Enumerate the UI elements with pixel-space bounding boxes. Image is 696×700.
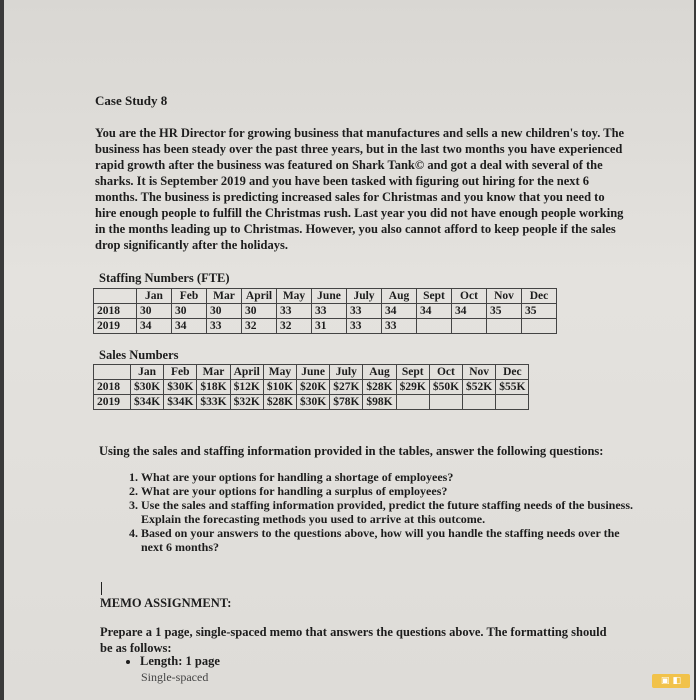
value-cell: 33 (347, 319, 382, 334)
value-cell: $55K (496, 380, 529, 395)
watermark-badge: ▣ ◧ (652, 674, 690, 688)
cut-off-format-item: Single-spaced (141, 670, 209, 684)
month-header-cell: Oct (429, 365, 462, 380)
text-cursor (101, 582, 102, 595)
month-header-cell: July (347, 289, 382, 304)
value-cell: $33K (197, 395, 230, 410)
value-cell: 33 (277, 304, 312, 319)
value-cell (463, 395, 496, 410)
value-cell: $30K (164, 380, 197, 395)
memo-heading: MEMO ASSIGNMENT: (100, 596, 232, 610)
document-page (4, 0, 694, 700)
questions-list (117, 470, 641, 554)
value-cell: 30 (172, 304, 207, 319)
month-header-cell: June (297, 365, 330, 380)
value-cell: $30K (131, 380, 164, 395)
value-cell: 33 (347, 304, 382, 319)
value-cell: 30 (137, 304, 172, 319)
value-cell (522, 319, 557, 334)
month-header-cell: Aug (363, 365, 396, 380)
month-header-cell: May (263, 365, 296, 380)
value-cell: $27K (330, 380, 363, 395)
value-cell: 33 (312, 304, 347, 319)
question-item: 3. Use the sales and staffing information provided, predict the future staffing needs of the business. Explain the forecasting methods you used to arrive at this outcome. (141, 498, 641, 526)
month-header-cell: Dec (522, 289, 557, 304)
format-item: • Length: 1 page (140, 654, 220, 669)
month-header-cell: May (277, 289, 312, 304)
month-header-cell: June (312, 289, 347, 304)
year-cell: 2018 (94, 380, 131, 395)
value-cell (452, 319, 487, 334)
month-header-cell: Jan (137, 289, 172, 304)
value-cell (396, 395, 429, 410)
question-item: 2. What are your options for handling a surplus of employees? (141, 484, 641, 498)
month-header-cell: Sept (417, 289, 452, 304)
value-cell: 30 (207, 304, 242, 319)
year-cell: 2018 (94, 304, 137, 319)
value-cell: 34 (382, 304, 417, 319)
month-header-cell: Aug (382, 289, 417, 304)
value-cell: 34 (172, 319, 207, 334)
table-row (94, 304, 557, 319)
value-cell: 33 (382, 319, 417, 334)
questions-lead: Using the sales and staffing information provided in the tables, answer the following questions: (99, 444, 604, 458)
table-row (94, 395, 529, 410)
value-cell: 33 (207, 319, 242, 334)
month-header-cell: Mar (197, 365, 230, 380)
intro-paragraph: You are the HR Director for growing business that manufactures and sells a new children's toy. The business has been steady over the past three years, but in the last two months you have experienced rapid growth after the business was featured on Shark Tank© and got a deal with several of the sharks. It is September 2019 and you have been tasked with figuring out hiring for the next 6 months. The business is predicting increased sales for Christmas and you know that you need to hire enough people to fulfill the Christmas rush. Last year you did not have enough people working in the months leading up to Christmas. However, you also cannot afford to keep people if the sales drop significantly after the holidays. (95, 126, 625, 252)
value-cell: $10K (263, 380, 296, 395)
month-header-cell: Nov (487, 289, 522, 304)
month-header-cell: Mar (207, 289, 242, 304)
year-cell: 2019 (94, 319, 137, 334)
month-header-cell: Nov (463, 365, 496, 380)
value-cell (417, 319, 452, 334)
month-header-cell: Dec (496, 365, 529, 380)
value-cell: $28K (363, 380, 396, 395)
format-list (120, 654, 220, 669)
value-cell: 32 (277, 319, 312, 334)
value-cell: $29K (396, 380, 429, 395)
value-cell: $30K (297, 395, 330, 410)
value-cell: 34 (137, 319, 172, 334)
table-row (94, 380, 529, 395)
memo-instructions: Prepare a 1 page, single-spaced memo that answers the questions above. The formatting should be as follows: (100, 625, 607, 655)
value-cell: $28K (263, 395, 296, 410)
value-cell: 31 (312, 319, 347, 334)
value-cell: $52K (463, 380, 496, 395)
value-cell: 34 (452, 304, 487, 319)
month-header-cell: April (242, 289, 277, 304)
value-cell: 35 (522, 304, 557, 319)
month-header-cell: Sept (396, 365, 429, 380)
value-cell (429, 395, 462, 410)
sales-table-label: Sales Numbers (99, 348, 179, 362)
value-cell: 34 (417, 304, 452, 319)
month-header-cell: April (230, 365, 263, 380)
value-cell: $32K (230, 395, 263, 410)
sales-table (93, 364, 529, 410)
table-header-row (94, 289, 557, 304)
table-row (94, 319, 557, 334)
staffing-table (93, 288, 557, 334)
month-header-cell: Feb (172, 289, 207, 304)
corner-cell (94, 365, 131, 380)
value-cell: $18K (197, 380, 230, 395)
value-cell: $20K (297, 380, 330, 395)
month-header-cell: Jan (131, 365, 164, 380)
value-cell: $34K (164, 395, 197, 410)
value-cell (487, 319, 522, 334)
value-cell: $78K (330, 395, 363, 410)
value-cell: $50K (429, 380, 462, 395)
year-cell: 2019 (94, 395, 131, 410)
value-cell: $98K (363, 395, 396, 410)
month-header-cell: July (330, 365, 363, 380)
value-cell: 35 (487, 304, 522, 319)
month-header-cell: Oct (452, 289, 487, 304)
value-cell: 32 (242, 319, 277, 334)
question-item: 4. Based on your answers to the questions above, how will you handle the staffing needs over the next 6 months? (141, 526, 641, 554)
table-header-row (94, 365, 529, 380)
case-study-title: Case Study 8 (95, 93, 168, 108)
value-cell (496, 395, 529, 410)
value-cell: $34K (131, 395, 164, 410)
value-cell: 30 (242, 304, 277, 319)
question-item: 1. What are your options for handling a shortage of employees? (141, 470, 641, 484)
value-cell: $12K (230, 380, 263, 395)
staffing-table-label: Staffing Numbers (FTE) (99, 271, 230, 285)
corner-cell (94, 289, 137, 304)
month-header-cell: Feb (164, 365, 197, 380)
